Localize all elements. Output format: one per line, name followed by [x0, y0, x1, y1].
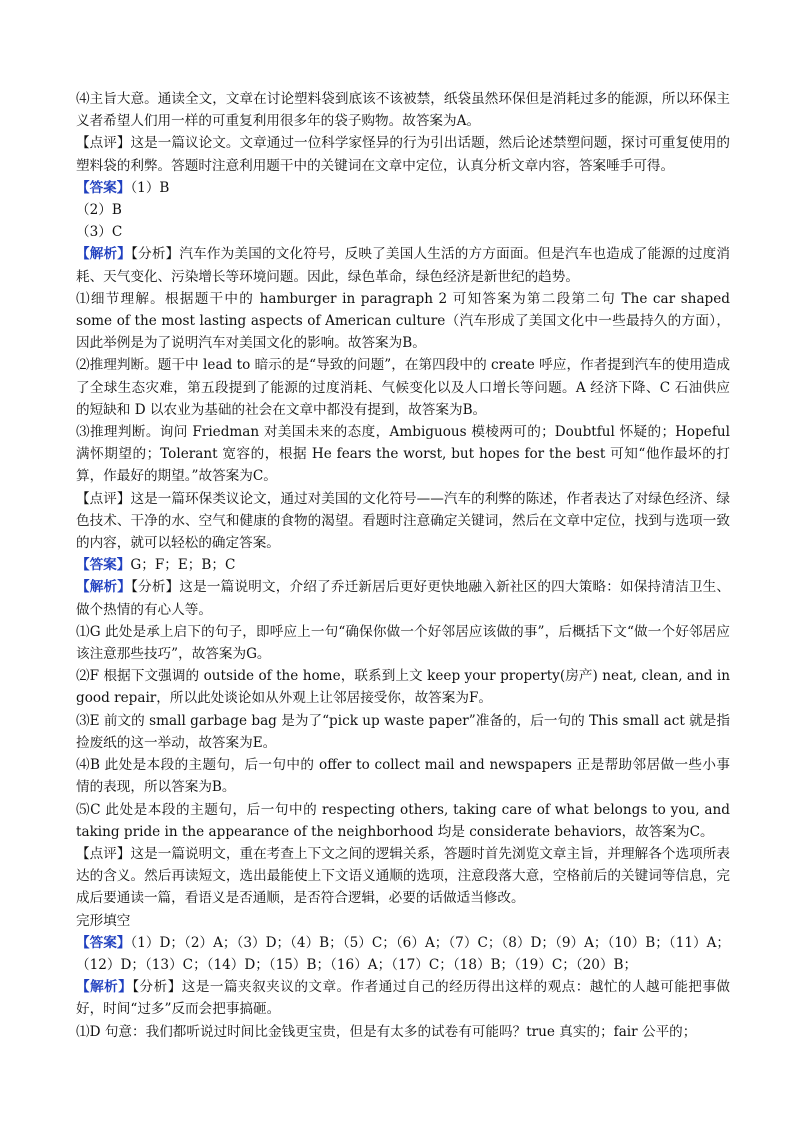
paragraph-1: ⑷主旨大意。通读全文，文章在讨论塑料袋到底该不该被禁，纸袋虽然环保但是消耗过多的能源，所以环保主义者希望人们用一样的可重复利用很多年的袋子购物。故答案为A。 — [76, 91, 730, 130]
paragraph-21: 【解析】【分析】这是一篇夹叙夹议的文章。作者通过自己的经历得出这样的观点：越忙的人越可能把事做好，时间“过多”反而会把事搞砸。 — [76, 979, 730, 1018]
paragraph-18: 【点评】这是一篇说明文，重在考查上下文之间的逻辑关系，答题时首先浏览文章主旨，并理解各个选项所表达的含义。然后再读短文，选出最能使上下文语义通顺的选项，注意段落大意，空格前后的关键词等信息，完成后要通读一篇，看语义是否通顺，是否符合逻辑，必要的话做适当修改。 — [76, 845, 730, 907]
paragraph-9: ⑶推理判断。询问 Friedman 对美国未来的态度，Ambiguous 模棱两可的；Doubtful 怀疑的；Hopeful 满怀期望的；Tolerant 宽容的，根据 He fears the worst, but hopes for the best 可知“他作最坏的打算，作最好的期望。”故答案为C。 — [76, 424, 730, 485]
paragraph-7: ⑴细节理解。根据题干中的 hamburger in paragraph 2 可知答案为第二段第二句 The car shaped some of the most lasting aspects of American culture（汽车形成了美国文化中一些最持久的方面），因此举例是为了说明汽车对美国文化的影响。故答案为B。 — [76, 290, 730, 352]
paragraph-12: 【解析】【分析】这是一篇说明文，介绍了乔迁新居后更好更快地融入新社区的四大策略：如保持清洁卫生、做个热情的有心人等。 — [76, 579, 731, 618]
analysis-label: 【解析】 — [76, 579, 132, 596]
document-page — [76, 88, 730, 1043]
answer-label: 【答案】 — [76, 179, 131, 196]
paragraph-8: ⑵推理判断。题干中 lead to 暗示的是“导致的问题”，在第四段中的 create 呼应，作者提到汽车的使用造成了全球生态灾难，第五段提到了能源的过度消耗、气候变化以及人口增长等问题。A 经济下降、C 石油供应的短缺和 D 以农业为基础的社会在文章中都没有提到，故答案为B。 — [76, 357, 730, 418]
paragraph-16: ⑷B 此处是本段的主题句，后一句中的 offer to collect mail and newspapers 正是帮助邻居做一些小事情的表现，所以答案为B。 — [76, 757, 730, 796]
analysis-label: 【解析】 — [76, 246, 132, 263]
analysis-label: 【解析】 — [76, 979, 133, 996]
paragraph-20: 【答案】（1）D；（2）A；（3）D；（4）B；（5）C；（6）A；（7）C；（8）D；（9）A；（10）B；（11）A；（12）D；（13）C；（14）D；（15）B；（16）A；（17）C；（18）B；（19）C；（20）B； — [76, 934, 730, 973]
paragraph-15: ⑶E 前文的 small garbage bag 是为了“pick up waste paper”准备的，后一句的 This small act 就是指捡废纸的这一举动，故答案为E。 — [76, 712, 730, 751]
paragraph-13: ⑴G 此处是承上启下的句子，即呼应上一句“确保你做一个好邻居应该做的事”，后概括下文“做一个好邻居应该注意那些技巧”，故答案为G。 — [76, 623, 730, 663]
paragraph-17: ⑸C 此处是本段的主题句，后一句中的 respecting others, taking care of what belongs to you, and taking pride in the appearance of the neighborhood 均是 considerate behaviors，故答案为C。 — [76, 801, 730, 840]
paragraph-22: ⑴D 句意：我们都听说过时间比金钱更宝贵，但是有太多的试卷有可能吗？true 真实的；fair 公平的； — [76, 1023, 697, 1040]
paragraph-14: ⑵F 根据下文强调的 outside of the home，联系到上文 keep your property(房产) neat, clean, and in good repair，所以此处谈论如从外观上让邻居接受你，故答案为F。 — [76, 668, 730, 707]
paragraph-5: （3）C — [76, 224, 123, 241]
paragraph-4: （2）B — [76, 202, 122, 219]
paragraph-3: 【答案】（1）B — [76, 179, 170, 196]
section-heading: 完形填空 — [76, 912, 131, 929]
paragraph-2: 【点评】这是一篇议论文。文章通过一位科学家怪异的行为引出话题，然后论述禁塑问题，探讨可重复使用的塑料袋的利弊。答题时注意利用题干中的关键词在文章中定位，认真分析文章内容，答案唾手可得。 — [76, 135, 730, 174]
paragraph-6: 【解析】【分析】汽车作为美国的文化符号，反映了美国人生活的方方面面。但是汽车也造成了能源的过度消耗、天气变化、污染增长等环境问题。因此，绿色革命，绿色经济是新世纪的趋势。 — [76, 246, 731, 285]
paragraph-10: 【点评】这是一篇环保类议论文，通过对美国的文化符号——汽车的利弊的陈述，作者表达了对绿色经济、绿色技术、干净的水、空气和健康的食物的渴望。看题时注意确定关键词，然后在文章中定位，找到与选项一致的内容，就可以轻松的确定答案。 — [76, 490, 730, 552]
answer-label: 【答案】 — [76, 934, 131, 951]
paragraph-11: 【答案】G；F；E；B；C — [76, 557, 236, 574]
answer-label: 【答案】 — [76, 557, 131, 574]
